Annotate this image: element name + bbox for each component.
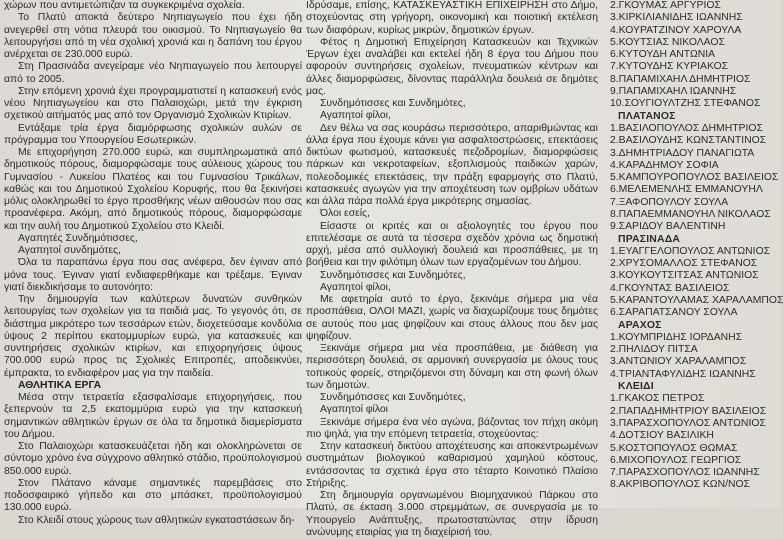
- list-item: 2.ΧΡΥΣΟΜΑΛΛΟΣ ΣΤΕΦΑΝΟΣ: [610, 258, 758, 270]
- list-item: 2.ΠΗΛΙΔΟΥ ΠΙΤΣΑ: [610, 344, 698, 356]
- list-item: 5.ΚΑΜΠΟΥΡΟΠΟΥΛΟΣ ΒΑΣΙΛΕΙΟΣ: [610, 172, 779, 184]
- list-item: 10.ΣΟΥΓΙΟΥΛΤΖΗΣ ΣΤΕΦΑΝΟΣ: [610, 98, 761, 110]
- paragraph: Μέσα στην τετραετία εξασφαλίσαμε επιχορηγήσεις, που ξεπερνούν τα 2,5 εκατομμύρια ευρώ για την κατασκευή σημαντικών αθλητικών έργων σε όλα τα δημοτικά διαμερίσματα του Δήμου.: [4, 392, 302, 440]
- list-item: 4.ΚΑΡΑΔΗΜΟΥ ΣΟΦΙΑ: [610, 159, 719, 171]
- paragraph: Το Πλατύ αποκτά δεύτερο Νηπιαγωγείο που έχει ήδη ανεγερθεί στη νότια πλευρά του οικισμού. Το Νηπιαγωγείο θα λειτουργήσει από τη νέα σχολική χρονιά και η δαπάνη του έργου ανέρχεται σε 230.000 ευρώ.: [4, 12, 302, 60]
- article-column-middle: [306, 0, 598, 539]
- paragraph: Ιδρύσαμε, επίσης, ΚΑΤΑΣΚΕΥΑΣΤΙΚΗ ΕΠΙΧΕΙΡΗΣΗ στο Δήμο, στοχεύοντας στη γρήγορη, οικονομική και ποιοτική εκτέλεση των διαφόρων, κυρίως μικρών, δημοτικών έργων.: [306, 0, 598, 36]
- list-item: 1.ΓΚΑΚΟΣ ΠΕΤΡΟΣ: [610, 393, 705, 405]
- candidate-list: [604, 122, 779, 234]
- list-item: 5.ΚΟΣΤΟΠΟΥΛΟΣ ΘΩΜΑΣ: [610, 442, 738, 454]
- paragraph: Είσαστε οι κριτές και οι αξιολογητές του έργου που επιτελέσαμε σε αυτά τα τέσσερα σχεδόν χρόνια ως δημοτική αρχή, μέσα από συλλογική δουλειά και προσπάθειες, με τη βοήθεια και την φιλότιμη όλων των εργαζομένων του Δήμου.: [306, 220, 598, 269]
- list-item: 9.ΣΑΡΙΔΟΥ ΒΑΛΕΝΤΙΝΗ: [610, 221, 726, 233]
- list-item: 4.ΚΟΥΡΑΤΖΙΝΟΥ ΧΑΡΟΥΛΑ: [610, 24, 742, 36]
- list-item: 3.ΚΟΥΚΟΥΤΣΙΤΣΑΣ ΑΝΤΩΝΙΟΣ: [610, 270, 759, 282]
- candidate-list: [604, 393, 776, 491]
- list-item: 6.ΜΙΧΟΠΟΥΛΟΣ ΓΕΩΡΓΙΟΣ: [610, 454, 742, 466]
- list-item: 7.ΚΥΤΟΥΔΗΣ ΚΥΡΙΑΚΟΣ: [610, 61, 729, 73]
- section-heading: ΑΘΛΗΤΙΚΑ ΕΡΓΑ: [18, 379, 102, 391]
- paragraph: Όλα τα παραπάνω έργα που σας ανέφερα, δεν έγιναν από μόνα τους. Έγιναν γιατί ενδιαφερθήκαμε και τρέξαμε. Έγιναν γιατί διεκδικήσαμε το αυτονόητο:: [4, 257, 302, 293]
- paragraph: Φέτος η Δημοτική Επιχείρηση Κατασκευών και Τεχνικών Έργων έχει αναλάβει και εκτελεί ήδη 8 έργα του Δήμου που αφορούν συντηρήσεις σχολείων, πνευματικών κέντρων και άλλες διαμορφώσεις, δίνοντας παράλληλα δουλειά σε δημότες μας.: [306, 36, 598, 97]
- list-item: 7.ΞΑΦΟΠΟΥΛΟΥ ΣΟΥΛΑ: [610, 196, 729, 208]
- list-item: 4.ΤΡΙΑΝΤΑΦΥΛΙΔΗΣ ΙΩΑΝΝΗΣ: [610, 368, 756, 380]
- town-heading: ΑΡΑΧΟΣ: [618, 319, 662, 331]
- list-item: 1.ΒΑΣΙΛΟΠΟΥΛΟΣ ΔΗΜΗΤΡΙΟΣ: [610, 122, 763, 134]
- list-item: 4.ΓΚΟΥΝΤΑΣ ΒΑΣΙΛΕΙΟΣ: [610, 282, 730, 294]
- list-item: 3.ΑΝΤΩΝΙΟΥ ΧΑΡΑΛΑΜΠΟΣ: [610, 356, 747, 368]
- candidate-list: [604, 0, 776, 111]
- candidate-list: [604, 245, 783, 320]
- salutation: Συνδημότισσες και Συνδημότες,: [320, 269, 466, 281]
- paragraph: Με αφετηρία αυτό το έργο, ξεκινάμε σήμερα μια νέα προσπάθεια, ΟΛΟΙ ΜΑΖΙ, χωρίς να διαχωρίζουμε τους δημότες σε αυτούς που μας ψηφίζουν και στους άλλους που δεν μας ψηφίζουν.: [306, 294, 598, 342]
- salutation: Αγαπητοί φίλοι: [320, 404, 388, 416]
- list-item: 8.ΠΑΠΑΕΜΜΑΝΟΥΗΛ ΝΙΚΟΛΑΟΣ: [610, 209, 771, 220]
- list-item: 2.ΒΑΣΙΛΟΥΔΗΣ ΚΩΝΣΤΑΝΤΙΝΟΣ: [610, 135, 767, 147]
- list-item: 8.ΠΑΠΑΜΙΧΑΗΛ ΔΗΜΗΤΡΙΟΣ: [610, 73, 751, 85]
- paragraph: Στη Πρασινάδα ανεγείραμε νέο Νηπιαγωγείο που λειτουργεί από το 2005.: [4, 61, 302, 85]
- town-heading: ΠΛΑΤΑΝΟΣ: [618, 110, 676, 122]
- paragraph: Εντάξαμε τρία έργα διαμόρφωσης σχολικών αυλών σε πρόγραμμα του Υπουργείου Εσωτερικών.: [4, 122, 302, 146]
- list-item: 1.ΕΥΑΓΓΕΛΟΠΟΥΛΟΣ ΑΝΤΩΝΙΟΣ: [610, 245, 771, 257]
- list-item: 4.ΔΟΤΣΙΟΥ ΒΑΣΙΛΙΚΗ: [610, 430, 714, 442]
- town-heading: ΚΛΕΙΔΙ: [618, 381, 654, 393]
- list-item: 9.ΠΑΠΑΜΙΧΑΗΛ ΙΩΑΝΝΗΣ: [610, 86, 737, 98]
- salutation: Αγαπητοί φίλοι,: [320, 281, 391, 293]
- paragraph: Δεν θέλω να σας κουράσω περισσότερο, απαριθμώντας και άλλα έργα που έχουμε κάνει για ασφαλτοστρώσεις, επεκτάσεις δικτύων φωτισμού, κατασκευές πεζοδρομίων, διαμορφώσεις πάρκων και νεκροταφείων, εξοπλισμούς παιδικών χαρών, πολεοδομικές επεκτάσεις, την πράξη εφαρμογής στο Πλατύ, κατασκευές αγωγών για την αποχέτευση των ομβρίων υδάτων και άλλα πάρα πολλά έργα μικρότερης σημασίας.: [306, 122, 598, 207]
- salutation: Αγαπητοί φίλοι,: [320, 110, 391, 122]
- paragraph: Στην επόμενη χρονιά έχει προγραμματιστεί η κατασκευή ενός νέου Νηπιαγωγείου και στο Παλαιοχώρι, μετά την έγκριση σχετικού αιτήματός μας από τον Οργανισμό Σχολικών Κτιρίων.: [4, 85, 302, 122]
- list-item: 7.ΠΑΡΑΣΧΟΠΟΥΛΟΣ ΙΩΑΝΝΗΣ: [610, 467, 760, 479]
- article-column-left: [4, 0, 302, 527]
- list-item: 5.ΚΑΡΑΝΤΟΥΛΑΜΑΣ ΧΑΡΑΛΑΜΠΟΣ: [610, 295, 783, 307]
- candidate-list: [604, 332, 776, 381]
- list-item: 6.ΜΕΛΕΜΕΝΛΗΣ ΕΜΜΑΝΟΥΗΛ: [610, 184, 763, 196]
- paragraph: Ξεκινάμε σήμερα μια νέα προσπάθεια, με διάθεση για περισσότερη δουλειά, σε αρμονική συνεργασία με όλους τους τοπικούς φορείς, στηριζόμενοι στη δύναμη και στη φωνή όλων των δημοτών.: [306, 343, 598, 391]
- paragraph: χώρων που αντιμετώπιζαν τα συγκεκριμένα σχολεία.: [4, 0, 245, 11]
- list-item: 8.ΑΚΡΙΒΟΠΟΥΛΟΣ ΚΩΝ/ΝΟΣ: [610, 479, 750, 491]
- list-item: 5.ΚΟΥΤΣΙΑΣ ΝΙΚΟΛΑΟΣ: [610, 36, 725, 48]
- list-item: 6.ΣΑΡΑΠΑΤΣΑΝΟΥ ΣΟΥΛΑ: [610, 307, 738, 319]
- salutation: Όλοι εσείς,: [320, 208, 370, 220]
- list-item: 3.ΚΙΡΚΙΛΙΑΝΙΔΗΣ ΙΩΑΝΝΗΣ: [610, 12, 743, 24]
- paragraph: Στη δημιουργία οργανωμένου Βιομηχανικού Πάρκου στο Πλατύ, σε έκταση 3.000 στρεμμάτων, σε συνεργασία με το Υπουργείο Ανάπτυξης, πρωτοστατώντας στην ίδρυση ανώνυμης εταιρίας για τη διαχείρισή του.: [306, 490, 598, 538]
- paragraph: Την δημιουργία των καλύτερων δυνατών συνθηκών λειτουργίας των σχολείων για τα παιδιά μας. Το γεγονός ότι, σε διάστημα μικρότερο των τεσσάρων ετών, διοχετεύσαμε κονδύλια ύψους 2 περίπου εκατομμυρίων ευρώ, για κατασκευές και συντηρήσεις σχολικών κτιρίων, και επιχορηγήσεις ύψους 700.000 ευρώ προς τις Σχολικές Επιτροπές, αποδεικνύει, έμπρακτα, το ενδιαφέρον μας για την παιδεία.: [4, 294, 302, 379]
- salutation: Αγαπητοί συνδημότες,: [18, 245, 121, 256]
- paragraph: Στην κατασκευή δικτύου αποχέτευσης και αποκεντρωμένων συστημάτων βιολογικού καθαρισμού χαμηλού κόστους, εντάσσοντας τα σχετικά έργα στο τέταρτο Κοινοτικό Πλαίσιο Στήριξης.: [306, 441, 598, 489]
- list-item: 6.ΚΥΤΟΥΔΗ ΑΝΤΩΝΙΑ: [610, 49, 716, 61]
- list-item: 2.ΠΑΠΑΔΗΜΗΤΡΙΟΥ ΒΑΣΙΛΕΙΟΣ: [610, 405, 767, 417]
- paragraph: Στο Κλειδί στους χώρους των αθλητικών εγκαταστάσεων δη-: [18, 514, 295, 526]
- salutation: Αγαπητές Συνδημότισσες,: [18, 232, 138, 244]
- paragraph: Με επιχορήγηση 270.000 ευρώ, και συμπληρωματικά από δημοτικούς πόρους, διαμορφώσαμε τους αύλειους χώρους του Γυμνασίου - Λυκείου Πλατέος και του Γυμνασίου Τρικάλων, καθώς και του Δημοτικού Σχολείου Κορυφής, που θα ξεκινήσει μόλις ολοκληρωθεί το έργο προσθήκης νέων αιθουσών που σας προανέφερα. Ακόμη, από δημοτικούς πόρους, διαμορφώσαμε και την αυλή του Δημοτικού Σχολείου στο Κλειδί.: [4, 147, 302, 232]
- candidate-list-column: [604, 0, 783, 492]
- salutation: Συνδημότισσες και Συνδημότες,: [320, 392, 466, 403]
- list-item: 3.ΔΗΜΗΤΡΙΑΔΟΥ ΠΑΝΑΓΙΩΤΑ: [610, 147, 755, 159]
- paragraph: Ξεκινάμε σήμερα ένα νέο αγώνα, βάζοντας τον πήχη ακόμη πιο ψηλά, για την επόμενη τετραετία, στοχεύοντας:: [306, 416, 598, 440]
- paragraph: Στον Πλάτανο κάναμε σημαντικές παρεμβάσεις στο ποδοσφαιρικό γήπεδο και στο μπάσκετ, προϋπολογισμού 130.000 ευρώ.: [4, 477, 302, 514]
- list-item: 3.ΠΑΡΑΣΧΟΠΟΥΛΟΣ ΑΝΤΩΝΙΟΣ: [610, 417, 766, 429]
- town-heading: ΠΡΑΣΙΝΑΔΑ: [618, 233, 681, 245]
- paragraph: Στο Παλαιοχώρι κατασκευάζεται ήδη και ολοκληρώνεται σε σύντομο χρόνο ένα σύγχρονο αθλητικό στάδιο, προϋπολογισμού 850.000 ευρώ.: [4, 441, 302, 477]
- salutation: Συνδημότισσες και Συνδημότες,: [320, 98, 466, 109]
- list-item: 2.ΓΚΟΥΜΑΣ ΑΡΓΥΡΙΟΣ: [610, 0, 721, 11]
- list-item: 1.ΚΟΥΜΠΡΙΔΗΣ ΙΟΡΔΑΝΗΣ: [610, 331, 743, 343]
